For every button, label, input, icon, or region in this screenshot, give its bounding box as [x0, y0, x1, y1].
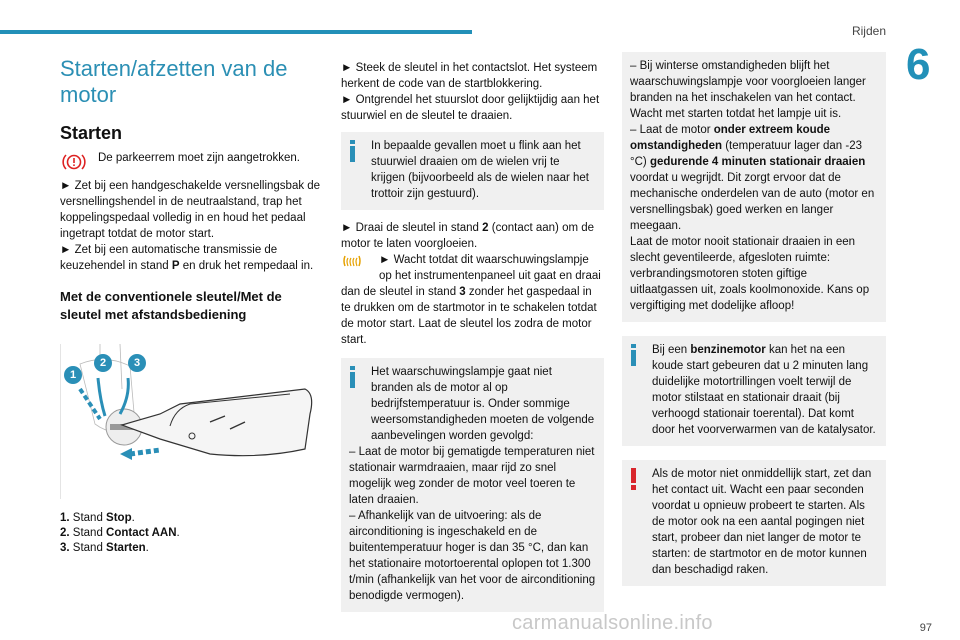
info-box-steering	[341, 132, 604, 210]
info-box-petrol	[622, 336, 886, 446]
glow-plug-icon	[341, 252, 379, 270]
parking-brake-text: De parkeerrem moet zijn aangetrokken.	[98, 152, 300, 164]
auto-instr-text: ► Zet bij een automatische transmissie de keuzehendel in stand	[60, 244, 278, 272]
extreme-cold-text	[630, 122, 878, 234]
aircon-text: – Afhankelijk van de uitvoering: als de airconditioning is ingeschakeld en de buitentemperatuur hoger is dan 35 °C, dan kan het stationaire motortoerental oplopen tot 1.300 t/min (afhankelijk van het voor de airconditioning benodigde vermogen).	[349, 510, 596, 602]
brake-warning-icon	[62, 152, 86, 177]
petrol-bold: benzinemotor	[690, 344, 766, 356]
list-item	[60, 541, 322, 556]
warning-light-text: Het waarschuwingslampje gaat niet branden als de motor al op bedrijfstemperatuur is. Onder sommige weersomstandigheden moeten de volgende aanbevelingen worden gevolgd:	[371, 366, 595, 442]
list-bold: Contact AAN	[106, 527, 177, 539]
auto-instr-text-end: en druk het rempedaal in.	[179, 260, 314, 272]
callout-3: 3	[128, 354, 146, 372]
info-icon	[349, 140, 357, 167]
moderate-temp-text: – Laat de motor bij gematigde temperaturen niet stationair warmdraaien, maar rijd zo snel mogelijk weg zonder de motor veel toeren te laten draaien.	[349, 446, 595, 506]
insert-key-instruction: ► Steek de sleutel in het contactslot. Het systeem herkent de code van de startblokkering.	[341, 62, 598, 90]
page-title: Starten/afzetten van de motor	[60, 56, 288, 107]
preheat-text-end: (contact aan) om de motor te laten voorgloeien.	[341, 222, 595, 250]
section-title: Rijden	[851, 24, 886, 38]
column-3	[622, 52, 886, 586]
petrol-text	[630, 342, 878, 438]
cold-bold-2: gedurende 4 minuten stationair draaien	[649, 156, 866, 168]
key-positions-list	[60, 511, 322, 556]
list-num: 2.	[60, 527, 70, 539]
info-box-winter	[622, 52, 886, 322]
list-text: Stand	[72, 512, 107, 524]
glow-plug-text	[341, 252, 604, 348]
column-1	[60, 56, 322, 556]
info-box-warning-light	[341, 358, 604, 612]
parking-brake-note	[60, 150, 322, 166]
cold-bold-1: onder extreem koude omstandigheden	[630, 124, 831, 152]
glow-text: ► Wacht totdat dit waarschuwingslampje op het instrumentenpaneel uit gaat en draai dan de sleutel in stand	[341, 254, 601, 298]
warning-box-engine	[622, 460, 886, 586]
cold-text-2: (temperatuur lager dan -23 °C)	[630, 140, 863, 168]
glow-text-end: zonder het gaspedaal in te drukken om de startmotor in te schakelen totdat de motor start. Laat de sleutel los zodra de motor start.	[341, 286, 597, 346]
list-item	[60, 526, 322, 541]
petrol-text-c: kan het na een koude start gebeuren dat u 2 minuten lang duidelijke motortrillingen voelt terwijl de motor stilstaat en stationair draait (bij verhoogd stationair toerental). Dat komt door het voorverwarmen van de katalysator.	[652, 344, 876, 436]
unlock-steering-instruction: ► Ontgrendel het stuurslot door gelijktijdig aan het stuurwiel en de sleutel te draaien.	[341, 94, 600, 122]
list-num: 3.	[60, 542, 70, 554]
list-text: Stand	[72, 542, 107, 554]
watermark: carmanualsonline.info	[512, 612, 713, 634]
list-bold: Starten	[106, 542, 146, 554]
ventilation-text: Laat de motor nooit stationair draaien in een slecht geventileerde, afgesloten ruimte: verbrandingsmotoren stoten giftige uitlaatgassen uit, zoals koolmonoxide. Kans op vergiftiging met dodelijke afloop!	[630, 236, 870, 312]
heading-key: Met de conventionele sleutel/Met de sleutel met afstandsbediening	[60, 289, 282, 322]
engine-warning-text: Als de motor niet onmiddellijk start, zet dan het contact uit. Wacht een paar seconden voordat u opnieuw probeert te starten. Als de motor ook na een aantal pogingen niet start, probeer dan niet langer de motor te starten: de startmotor en de motor kunnen dan beschadigd raken.	[652, 468, 872, 576]
warning-icon	[630, 468, 638, 495]
winter-text: – Bij winterse omstandigheden blijft het waarschuwingslampje voor voorgloeien langer branden na het inschakelen van het contact. Wacht met starten totdat het lampje uit is.	[630, 60, 866, 120]
preheat-text: ► Draai de sleutel in stand	[341, 222, 483, 234]
info-steering-text: In bepaalde gevallen moet u flink aan het stuurwiel draaien om de wielen vrij te krijgen (bijvoorbeeld als de wielen naar het trottoir zijn gestuurd).	[371, 140, 589, 200]
cold-text-3: voordat u wegrijdt. Dit zorgt ervoor dat de mechanische onderdelen van de auto (motor en versnellingsbak) goed werken en langer meegaan.	[630, 172, 875, 232]
preheat-instruction	[341, 220, 604, 252]
list-item	[60, 511, 322, 526]
callout-2: 2	[94, 354, 112, 372]
chapter-number: 6	[906, 40, 931, 89]
list-end: .	[176, 527, 180, 539]
info-icon	[630, 344, 638, 371]
glow-plug-instruction	[341, 252, 604, 348]
header-bar	[0, 30, 472, 34]
list-end: .	[145, 542, 149, 554]
list-num: 1.	[60, 512, 70, 524]
heading-starten: Starten	[60, 123, 123, 143]
list-end: .	[131, 512, 135, 524]
list-bold: Stop	[106, 512, 132, 524]
petrol-text-a: Bij een	[652, 344, 691, 356]
list-text: Stand	[72, 527, 107, 539]
column-2	[341, 60, 604, 612]
callout-1: 1	[64, 366, 82, 384]
preheat-bold: 2	[482, 222, 489, 234]
page-number: 97	[919, 622, 932, 634]
cold-text: – Laat de motor	[630, 124, 714, 136]
glow-bold: 3	[459, 286, 466, 298]
auto-instr-bold: P	[171, 260, 180, 272]
auto-gear-instruction	[60, 242, 322, 274]
manual-gear-instruction: ► Zet bij een handgeschakelde versnellingsbak de versnellingshendel in de neutraalstand, trap het koppelingspedaal volledig in en houd het pedaal ingetrapt totdat de motor start.	[60, 180, 321, 240]
info-icon	[349, 366, 357, 393]
